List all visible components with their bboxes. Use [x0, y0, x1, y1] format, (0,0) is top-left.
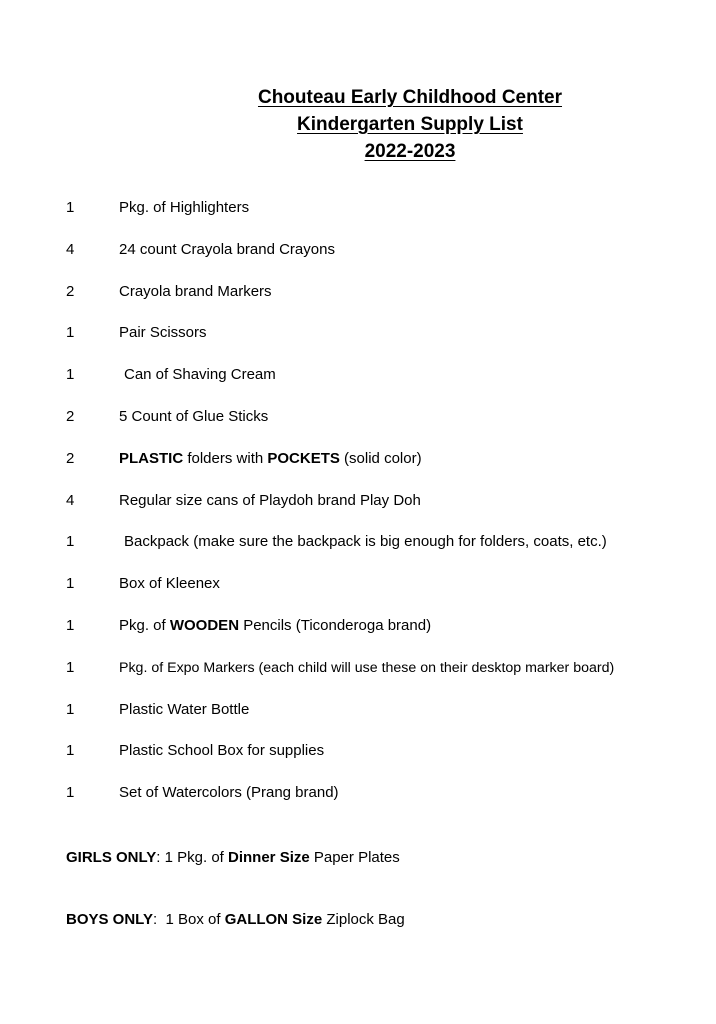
- list-item: [66, 700, 706, 742]
- list-item: [66, 532, 706, 574]
- list-item: [66, 407, 706, 449]
- note-text: Paper Plates: [309, 849, 400, 866]
- item-quantity: 1: [66, 575, 75, 593]
- list-item: [66, 741, 706, 783]
- list-item: [66, 449, 706, 491]
- list-item: [66, 323, 706, 365]
- item-text-part: folders with: [183, 449, 268, 467]
- boys-only-label: BOYS ONLY: [66, 911, 153, 928]
- item-text-part: (solid color): [339, 449, 422, 467]
- school-year: 2022-2023: [364, 141, 456, 162]
- item-quantity: 1: [66, 658, 75, 676]
- item-text: Backpack (make sure the backpack is big enough for folders, coats, etc.): [124, 533, 607, 551]
- item-text: Pkg. of Highlighters: [119, 199, 250, 216]
- item-quantity: 1: [66, 366, 75, 384]
- item-text: Pair Scissors: [119, 324, 207, 342]
- note-emphasis: Dinner Size: [228, 849, 310, 866]
- item-text: 24 count Crayola brand Crayons: [119, 240, 335, 258]
- note-emphasis: GALLON Size: [224, 911, 323, 928]
- item-text: Regular size cans of Playdoh brand Play Doh: [119, 491, 421, 509]
- item-quantity: 1: [66, 616, 75, 634]
- item-quantity: 1: [66, 199, 75, 216]
- list-item: [66, 491, 706, 533]
- item-quantity: 2: [66, 449, 75, 467]
- item-quantity: 2: [66, 407, 75, 425]
- list-item: [66, 658, 706, 700]
- item-emphasis: WOODEN: [169, 616, 240, 634]
- item-quantity: 1: [66, 742, 75, 760]
- item-text: Plastic Water Bottle: [119, 700, 250, 718]
- item-emphasis: POCKETS: [267, 449, 340, 467]
- list-title: Kindergarten Supply List: [297, 114, 523, 135]
- item-text: 5 Count of Glue Sticks: [119, 407, 269, 425]
- item-text: [119, 449, 422, 469]
- item-quantity: 4: [66, 240, 75, 258]
- item-text: Pkg. of Expo Markers (each child will use these on their desktop marker board): [119, 659, 615, 676]
- girls-only-label: GIRLS ONLY: [66, 849, 157, 866]
- girls-only-note: [66, 848, 400, 868]
- list-item: [66, 783, 706, 825]
- item-text: Plastic School Box for supplies: [119, 742, 325, 760]
- note-text: Ziplock Bag: [322, 911, 405, 928]
- list-item: [66, 616, 706, 658]
- document-header: [0, 84, 716, 165]
- item-text-part: Pkg. of: [119, 616, 170, 634]
- list-item: [66, 282, 706, 324]
- item-quantity: 4: [66, 491, 75, 509]
- item-emphasis: PLASTIC: [119, 449, 184, 467]
- list-item: [66, 574, 706, 616]
- item-text: Can of Shaving Cream: [124, 366, 276, 384]
- supply-list: [66, 198, 706, 825]
- item-text-part: Pencils (Ticonderoga brand): [239, 616, 432, 634]
- item-text: Box of Kleenex: [119, 575, 220, 593]
- school-name: Chouteau Early Childhood Center: [257, 87, 563, 108]
- item-quantity: 2: [66, 282, 75, 300]
- list-item: [66, 240, 706, 282]
- item-text: [119, 616, 431, 636]
- item-quantity: 1: [66, 324, 75, 342]
- list-item: [66, 198, 706, 240]
- note-text: : 1 Box of: [152, 911, 225, 928]
- item-quantity: 1: [66, 533, 75, 551]
- item-quantity: 1: [66, 784, 75, 802]
- item-text: Crayola brand Markers: [119, 282, 272, 300]
- boys-only-note: [66, 910, 405, 930]
- item-text: Set of Watercolors (Prang brand): [119, 784, 339, 802]
- note-text: : 1 Pkg. of: [156, 849, 229, 866]
- item-quantity: 1: [66, 700, 75, 718]
- list-item: [66, 365, 706, 407]
